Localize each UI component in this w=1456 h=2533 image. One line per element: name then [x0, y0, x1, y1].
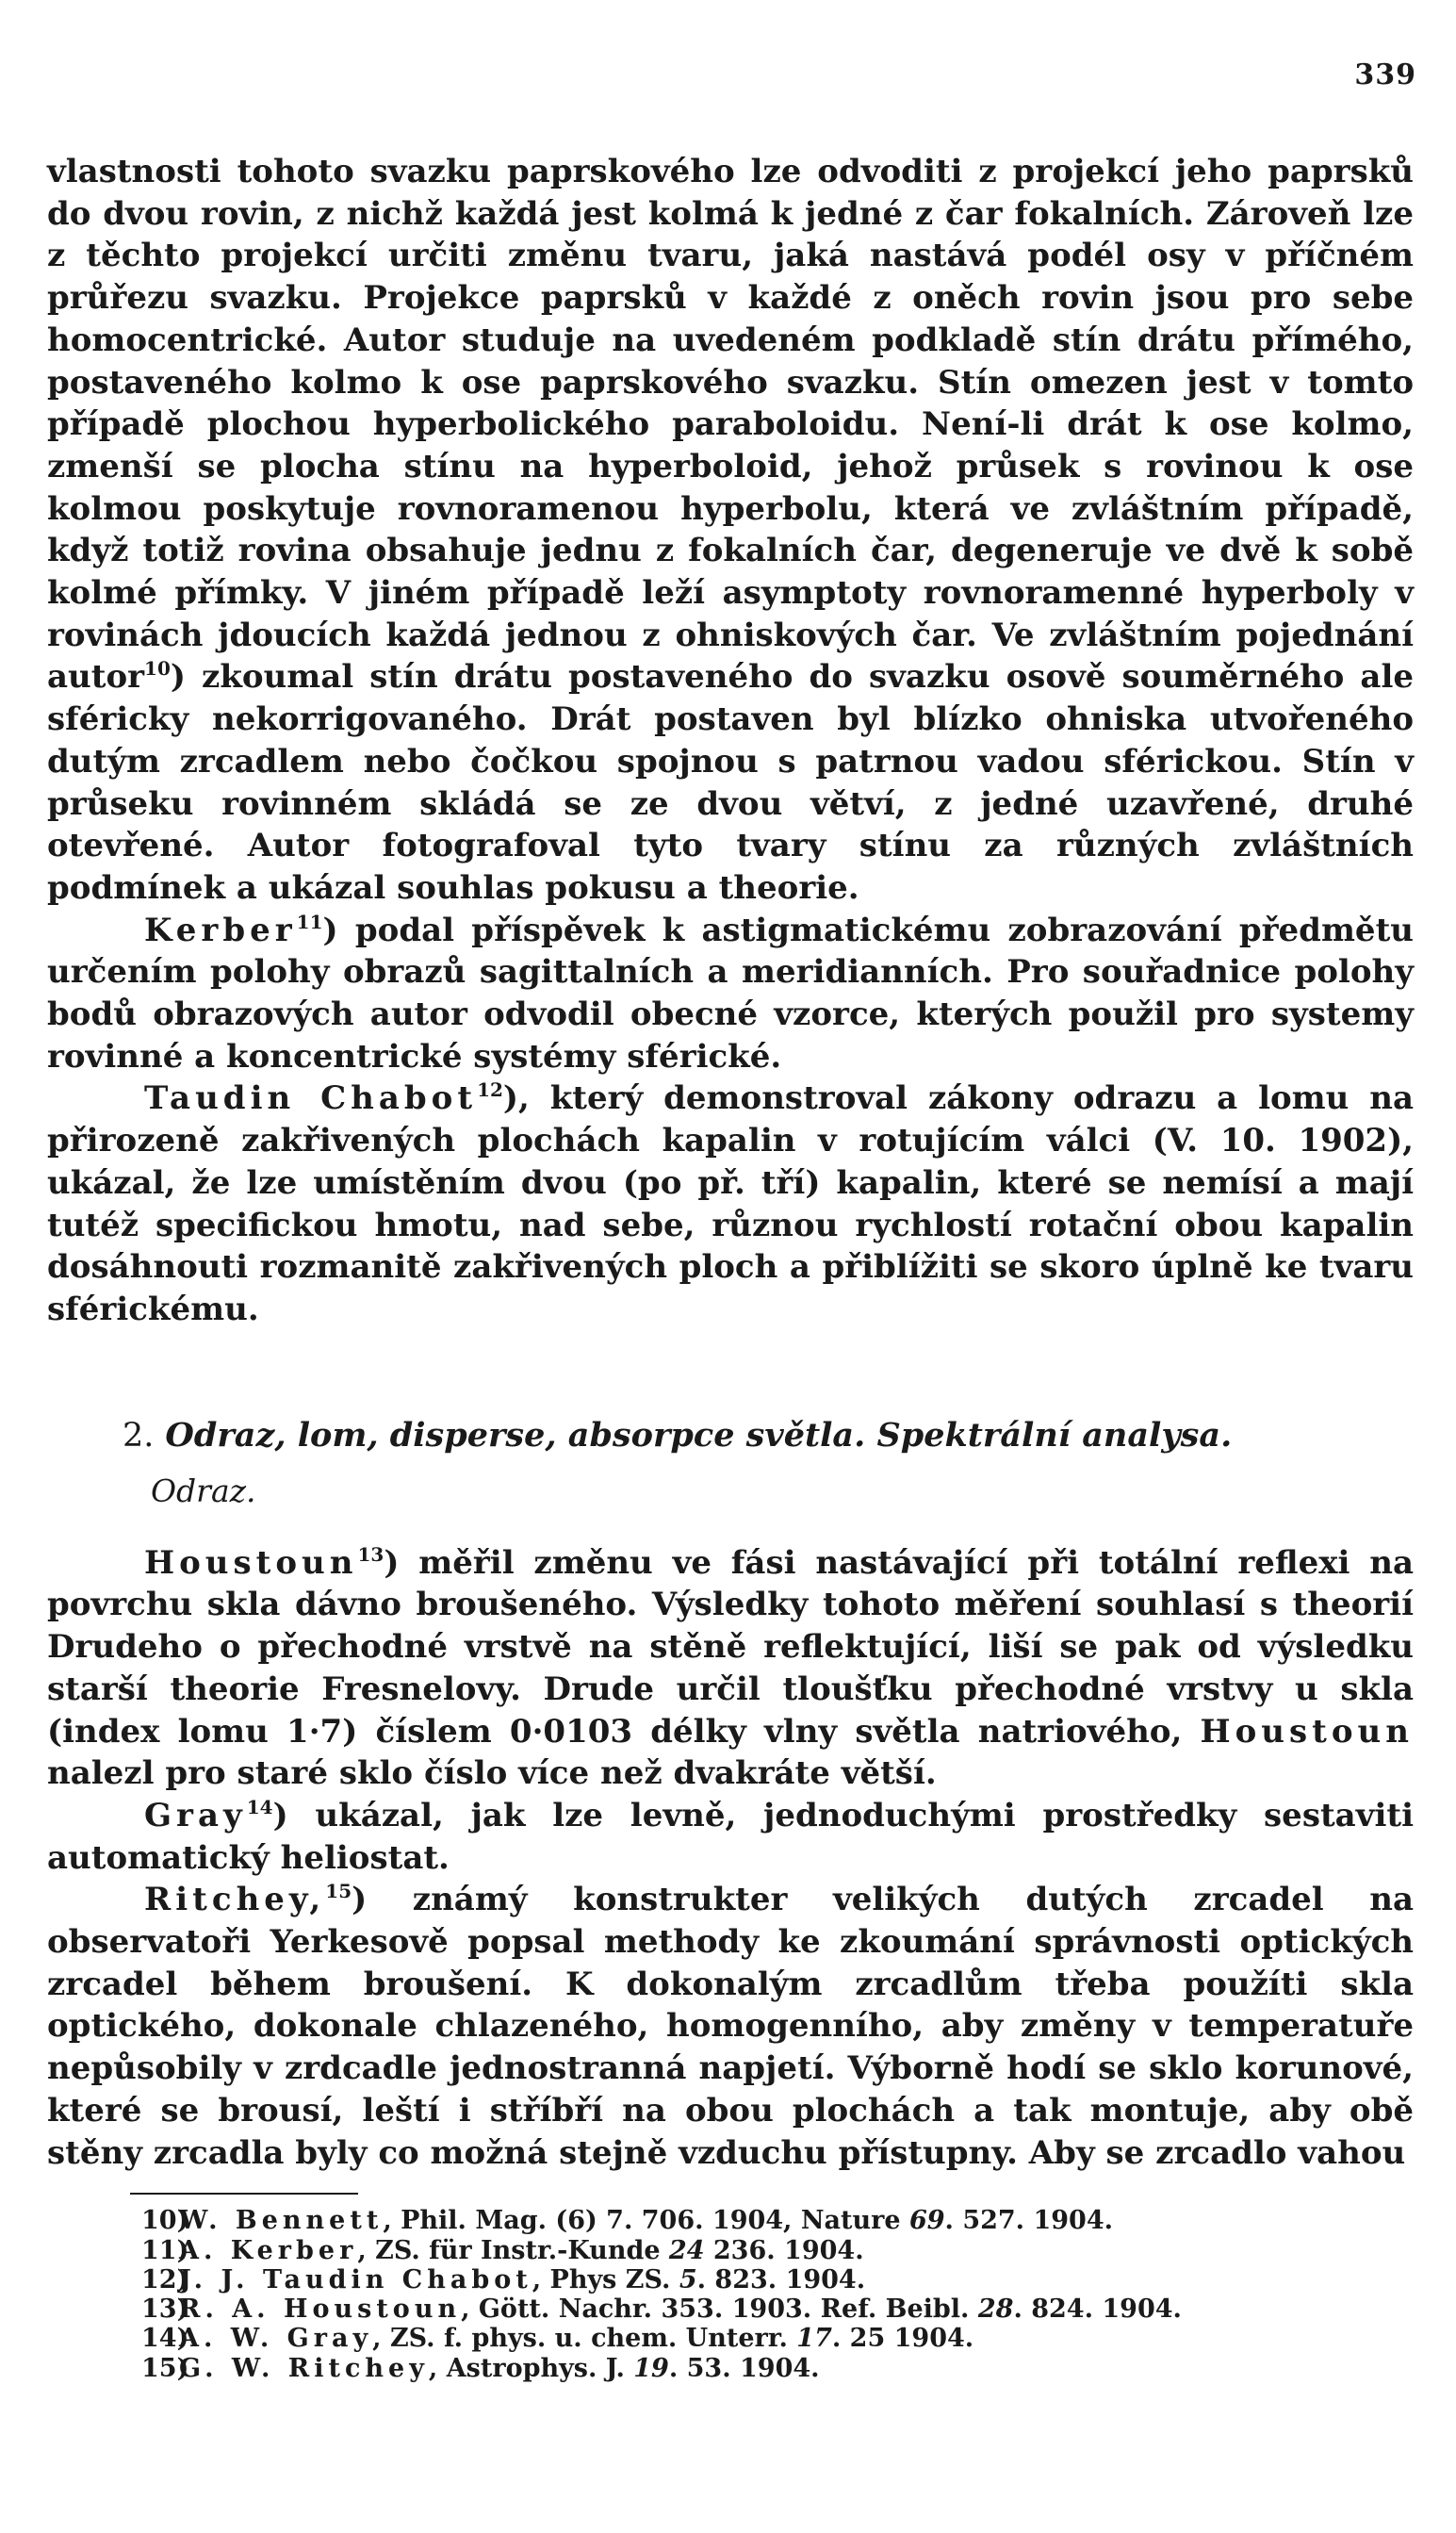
author-name: Taudin Chabot [144, 1079, 478, 1118]
section-title: Odraz, lom, disperse, absorpce světla. Spektrální analysa. [165, 1415, 1233, 1455]
footnote-mark: 11) [141, 2235, 189, 2265]
footnote-ref-14: 14 [246, 1795, 273, 1818]
paragraph-taudin-chabot: Taudin Chabot$^{12}$), který demonstroval zákony odrazu a lomu na přirozeně zakřivených plochách kapalin v rotujícím válci (V. 10. 1902), ukázal, že lze umístěním dvou (po př. tří) kapalin, které se nemísí a mají tutéž specifickou hmotu, nad sebe, různou rychlostí rotační obou kapalin dosáhnouti rozmanitě zakřivených ploch a přiblížiti se skoro úplně ke tvaru sférickému. [47, 1078, 1414, 1328]
footnote-mark: 15) [141, 2353, 189, 2383]
footnote-mark: 14) [141, 2324, 189, 2354]
page-number: 339 [1354, 58, 1416, 91]
footnote: 11)A. Kerber, ZS. für Instr.-Kunde 24 236. 1904. [141, 2235, 864, 2265]
footnote-ref-12: 12 [477, 1078, 503, 1102]
footnote-ref-13: 13 [357, 1542, 384, 1566]
footnote-ref-11: 11 [296, 910, 323, 933]
footnotes [141, 2206, 1414, 2383]
footnote-mark: 13) [141, 2295, 189, 2325]
footnote-mark: 10) [141, 2206, 189, 2236]
author-name: Gray [144, 1796, 247, 1834]
paragraph-ritchey: Ritchey,$^{15}$) známý konstrukter velikých dutých zrcadel na observatoři Yerkesově popsal methody ke zkoumání správnosti optických zrcadel během broušení. K dokonalým zrcadlům třeba použíti skla optického, dokonale chlazeného, homogenního, aby změny v temperatuře nepůsobily v zrdcadle jednostranná napjetí. Výborně hodí se sklo korunové, které se brousí, leští i stříbří na obou plochách a tak montuje, aby obě stěny zrcadla byly co možná stejně vzduchu přístupny. Aby se zrcadlo vahou [47, 1880, 1414, 2172]
footnote: 14)A. W. Gray, ZS. f. phys. u. chem. Unterr. 17. 25 1904. [141, 2324, 974, 2354]
author-name: Kerber [144, 911, 297, 949]
footnote: 15)G. W. Ritchey, Astrophys. J. 19. 53. 1904. [141, 2353, 820, 2383]
footnote-divider [130, 2193, 358, 2195]
footnote-ref-10: 10 [144, 657, 171, 681]
paragraph-kerber: Kerber$^{11}$) podal příspěvek k astigmatickému zobrazování předmětu určením polohy obrazů sagittalních a meridianních. Pro souřadnice polohy bodů obrazových autor odvodil obecné vzorce, kterých použil pro systemy rovinné a koncentrické systémy sférické. [47, 910, 1414, 1076]
paragraph-houstoun: Houstoun$^{13}$) měřil změnu ve fási nastávající při totální reflexi na povrchu skla dávno broušeného. Výsledky tohoto měření souhlasí s theorií Drudeho o přechodné vrstvě na stěně reflektující, liší se pak od výsledku starší theorie Fresnelovy. Drude určil tloušťku přechodné vrstvy u skla (index lomu 1·7) číslem 0·0103 délky vlny světla natriového, Houstoun nalezl pro staré sklo číslo více než dvakráte větší. [47, 1542, 1414, 1793]
section-number: 2. [123, 1416, 155, 1455]
author-name: Ritchey, [144, 1881, 326, 1919]
author-name: Houstoun [1200, 1712, 1414, 1751]
paragraph-gray: Gray$^{14}$) ukázal, jak lze levně, jednoduchými prostředky sestaviti automatický heliostat. [47, 1795, 1414, 1877]
footnote: 13)R. A. Houstoun, Gött. Nachr. 353. 1903. Ref. Beibl. 28. 824. 1904. [141, 2295, 1182, 2325]
subsection-heading: Odraz. [151, 1472, 256, 1509]
paragraph-astigmatic-shadow: vlastnosti tohoto svazku paprskového lze odvoditi z projekcí jeho paprsků do dvou rovin, z nichž každá jest kolmá k jedné z čar fokalních. Zároveň lze z těchto projekcí určiti změnu tvaru, jaká nastává podél osy v příčném průřezu svazku. Projekce paprsků v každé z oněch rovin jsou pro sebe homocentrické. Autor studuje na uvedeném podkladě stín drátu přímého, postaveného kolmo k ose paprskového svazku. Stín omezen jest v tomto případě plochou hyperbolického paraboloidu. Není-li drát k ose kolmo, zmenší se plocha stínu na hyperboloid, jehož průsek s rovinou k ose kolmou poskytuje rovnoramenou hyperbolu, která ve zvláštním případě, když totiž rovina obsahuje jednu z fokalních čar, degeneruje ve dvě k sobě kolmé přímky. V jiném případě leží asymptoty rovnoramenné hyperboly v rovinách jdoucích každá jednou z ohniskových čar. Ve zvláštním pojednání autor$^{10}$) zkoumal stín drátu postaveného do svazku osově souměrného ale sféricky nekorrigovaného. Drát postaven byl blízko ohniska utvořeného dutým zrcadlem nebo čočkou spojnou s patrnou vadou sférickou. Stín v průseku rovinném skládá se ze dvou větví, z jedné uzavřené, druhé otevřené. Autor fotografoval tyto tvary stínu za různých zvláštních podmínek a ukázal souhlas pokusu a theorie. [47, 153, 1414, 907]
author-name: Houstoun [144, 1543, 358, 1582]
footnote-mark: 12) [141, 2264, 189, 2295]
page-body [47, 151, 1414, 2383]
section-heading [47, 1414, 1414, 1457]
footnote: 12)J. J. Taudin Chabot, Phys ZS. 5. 823. 1904. [141, 2264, 866, 2295]
footnote: 10)W. Bennett, Phil. Mag. (6) 7. 706. 1904, Nature 69. 527. 1904. [141, 2206, 1114, 2236]
footnote-ref-15: 15 [325, 1880, 352, 1903]
